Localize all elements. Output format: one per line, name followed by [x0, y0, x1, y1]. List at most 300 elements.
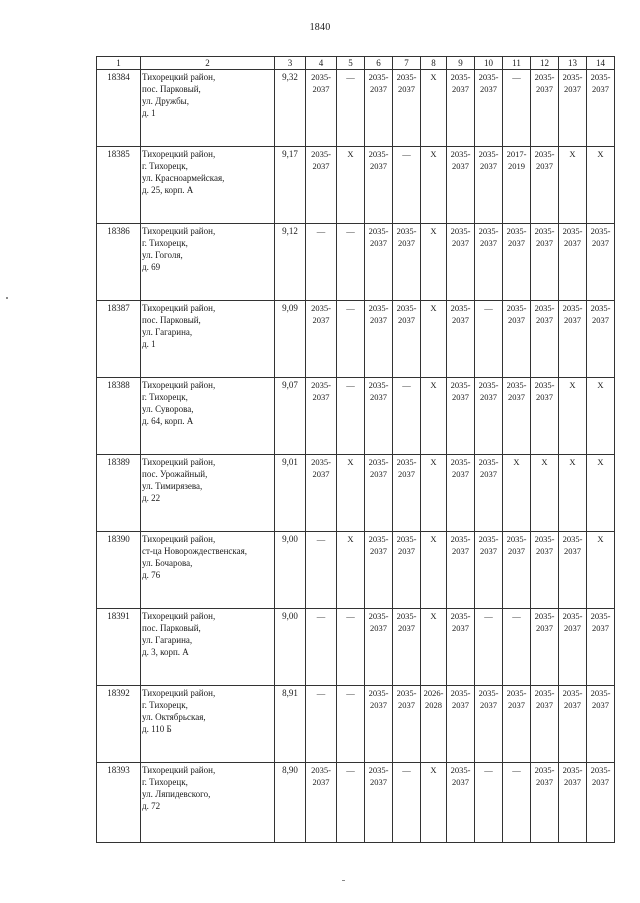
period-cell	[365, 378, 393, 455]
address-line: Тихорецкий район,	[142, 380, 216, 390]
value-cell: 9,00	[275, 609, 306, 686]
period-end: 2037	[592, 315, 609, 325]
period-cell	[447, 224, 475, 301]
period-cell	[447, 532, 475, 609]
period-start: 2035-	[396, 226, 417, 236]
row-number: 18392	[97, 686, 141, 763]
value-cell: 9,01	[275, 455, 306, 532]
period-start: 2035-	[478, 72, 499, 82]
period-end: 2037	[398, 238, 415, 248]
period-cell	[475, 686, 503, 763]
period-cell	[587, 301, 615, 378]
period-end: 2037	[452, 777, 469, 787]
period-start: 2035-	[590, 226, 611, 236]
period-end: 2037	[536, 238, 553, 248]
period-start: 2035-	[450, 149, 471, 159]
x-mark-cell: X	[421, 70, 447, 147]
address-line: Тихорецкий район,	[142, 534, 216, 544]
period-cell	[447, 455, 475, 532]
dash-cell: —	[306, 532, 337, 609]
period-start: 2035-	[450, 226, 471, 236]
address-cell	[141, 224, 275, 301]
x-mark-cell: X	[421, 378, 447, 455]
address-cell	[141, 609, 275, 686]
period-end: 2037	[452, 700, 469, 710]
period-end: 2037	[480, 161, 497, 171]
address-line: ул. Суворова,	[142, 404, 194, 414]
period-start: 2035-	[478, 688, 499, 698]
address-line: д. 25, корп. А	[142, 185, 194, 195]
period-start: 2035-	[396, 611, 417, 621]
address-line: Тихорецкий район,	[142, 457, 216, 467]
period-start: 2035-	[368, 688, 389, 698]
x-mark-cell: X	[587, 378, 615, 455]
row-number: 18387	[97, 301, 141, 378]
period-cell	[306, 70, 337, 147]
period-start: 2035-	[590, 688, 611, 698]
value-cell: 9,17	[275, 147, 306, 224]
period-end: 2037	[592, 777, 609, 787]
period-start: 2035-	[396, 72, 417, 82]
period-cell	[559, 763, 587, 843]
period-start: 2035-	[534, 688, 555, 698]
period-end: 2037	[592, 84, 609, 94]
period-start: 2035-	[478, 149, 499, 159]
period-end: 2037	[536, 546, 553, 556]
address-line: пос. Парковый,	[142, 315, 201, 325]
x-mark-cell: X	[587, 147, 615, 224]
period-end: 2028	[425, 700, 442, 710]
period-cell	[531, 609, 559, 686]
column-header-9: 9	[447, 57, 475, 70]
period-start: 2035-	[450, 380, 471, 390]
address-cell	[141, 301, 275, 378]
row-number: 18389	[97, 455, 141, 532]
table-row	[97, 532, 615, 609]
period-end: 2037	[452, 469, 469, 479]
x-mark-cell: X	[337, 455, 365, 532]
x-mark-cell: X	[421, 609, 447, 686]
period-start: 2017-	[506, 149, 527, 159]
period-cell	[531, 301, 559, 378]
x-mark-cell: X	[421, 301, 447, 378]
address-cell	[141, 532, 275, 609]
address-line: пос. Парковый,	[142, 84, 201, 94]
period-end: 2037	[370, 161, 387, 171]
period-end: 2037	[564, 238, 581, 248]
period-end: 2037	[452, 315, 469, 325]
period-start: 2035-	[311, 765, 331, 775]
period-cell	[365, 455, 393, 532]
period-start: 2035-	[534, 611, 555, 621]
period-start: 2035-	[396, 303, 417, 313]
period-start: 2035-	[450, 688, 471, 698]
period-start: 2035-	[396, 688, 417, 698]
period-start: 2035-	[450, 303, 471, 313]
period-end: 2037	[398, 623, 415, 633]
x-mark-cell: X	[587, 455, 615, 532]
period-start: 2035-	[368, 457, 389, 467]
period-cell	[421, 686, 447, 763]
period-start: 2035-	[368, 534, 389, 544]
period-end: 2037	[536, 315, 553, 325]
address-line: ул. Октябрьская,	[142, 712, 206, 722]
address-line: Тихорецкий район,	[142, 303, 216, 313]
period-end: 2037	[398, 315, 415, 325]
period-end: 2037	[452, 546, 469, 556]
period-cell	[365, 763, 393, 843]
table-row	[97, 70, 615, 147]
address-line: д. 69	[142, 262, 161, 272]
housing-register-table	[96, 56, 615, 843]
period-start: 2035-	[506, 534, 527, 544]
period-end: 2037	[312, 84, 330, 94]
period-end: 2037	[370, 777, 387, 787]
column-header-5: 5	[337, 57, 365, 70]
period-start: 2035-	[368, 380, 389, 390]
value-cell: 8,91	[275, 686, 306, 763]
period-cell	[475, 532, 503, 609]
x-mark-cell: X	[559, 455, 587, 532]
period-start: 2035-	[506, 226, 527, 236]
period-end: 2037	[536, 161, 553, 171]
dash-cell: —	[337, 686, 365, 763]
address-line: пос. Парковый,	[142, 623, 201, 633]
period-cell	[475, 70, 503, 147]
period-start: 2035-	[368, 765, 389, 775]
x-mark-cell: X	[559, 378, 587, 455]
dash-cell: —	[337, 70, 365, 147]
period-cell	[393, 301, 421, 378]
period-cell	[475, 147, 503, 224]
period-end: 2037	[452, 392, 469, 402]
period-end: 2019	[508, 161, 525, 171]
column-header-6: 6	[365, 57, 393, 70]
period-start: 2035-	[534, 380, 555, 390]
period-cell	[531, 224, 559, 301]
period-start: 2035-	[450, 765, 471, 775]
period-end: 2037	[370, 392, 387, 402]
period-start: 2035-	[562, 534, 583, 544]
period-cell	[393, 609, 421, 686]
period-cell	[447, 763, 475, 843]
period-end: 2037	[564, 777, 581, 787]
address-line: д. 110 Б	[142, 724, 172, 734]
period-cell	[503, 301, 531, 378]
address-cell	[141, 70, 275, 147]
address-line: д. 64, корп. А	[142, 416, 194, 426]
period-start: 2035-	[534, 303, 555, 313]
period-cell	[475, 224, 503, 301]
period-cell	[531, 686, 559, 763]
period-start: 2035-	[396, 534, 417, 544]
period-end: 2037	[370, 546, 387, 556]
period-end: 2037	[564, 84, 581, 94]
header-row	[97, 57, 615, 70]
period-end: 2037	[480, 392, 497, 402]
column-header-1: 1	[97, 57, 141, 70]
period-start: 2035-	[450, 72, 471, 82]
row-number: 18391	[97, 609, 141, 686]
address-line: д. 22	[142, 493, 161, 503]
table-row	[97, 301, 615, 378]
period-cell	[447, 686, 475, 763]
period-cell	[531, 147, 559, 224]
period-end: 2037	[536, 84, 553, 94]
period-end: 2037	[398, 84, 415, 94]
row-number: 18390	[97, 532, 141, 609]
column-header-3: 3	[275, 57, 306, 70]
period-start: 2026-	[423, 688, 444, 698]
dash-cell: —	[475, 609, 503, 686]
address-line: д. 3, корп. А	[142, 647, 189, 657]
period-cell	[393, 686, 421, 763]
address-line: г. Тихорецк,	[142, 700, 188, 710]
address-line: г. Тихорецк,	[142, 777, 188, 787]
period-end: 2037	[480, 84, 497, 94]
period-start: 2035-	[590, 303, 611, 313]
period-end: 2037	[592, 700, 609, 710]
period-start: 2035-	[534, 765, 555, 775]
period-cell	[587, 609, 615, 686]
value-cell: 9,00	[275, 532, 306, 609]
period-cell	[531, 378, 559, 455]
dash-cell: —	[337, 224, 365, 301]
period-cell	[447, 301, 475, 378]
dash-cell: —	[393, 147, 421, 224]
period-start: 2035-	[534, 72, 555, 82]
period-start: 2035-	[562, 765, 583, 775]
column-header-10: 10	[475, 57, 503, 70]
period-start: 2035-	[534, 226, 555, 236]
period-end: 2037	[312, 161, 330, 171]
address-line: Тихорецкий район,	[142, 688, 216, 698]
period-cell	[393, 70, 421, 147]
address-cell	[141, 686, 275, 763]
x-mark-cell: X	[421, 532, 447, 609]
period-start: 2035-	[590, 72, 611, 82]
period-end: 2037	[398, 469, 415, 479]
address-line: ул. Дружбы,	[142, 96, 189, 106]
period-start: 2035-	[478, 380, 499, 390]
period-end: 2037	[452, 623, 469, 633]
period-end: 2037	[592, 623, 609, 633]
period-cell	[559, 301, 587, 378]
period-cell	[393, 224, 421, 301]
dash-cell: —	[503, 609, 531, 686]
address-line: г. Тихорецк,	[142, 161, 188, 171]
dash-cell: —	[393, 378, 421, 455]
address-line: г. Тихорецк,	[142, 392, 188, 402]
address-line: ул. Гагарина,	[142, 327, 193, 337]
address-line: д. 76	[142, 570, 161, 580]
dash-cell: —	[475, 301, 503, 378]
period-start: 2035-	[450, 611, 471, 621]
period-cell	[587, 70, 615, 147]
period-end: 2037	[480, 546, 497, 556]
period-start: 2035-	[506, 303, 527, 313]
table-row	[97, 686, 615, 763]
period-end: 2037	[536, 700, 553, 710]
period-start: 2035-	[368, 72, 389, 82]
dash-cell: —	[306, 609, 337, 686]
address-line: ул. Тимирязева,	[142, 481, 203, 491]
value-cell: 9,12	[275, 224, 306, 301]
dash-cell: —	[475, 763, 503, 843]
period-start: 2035-	[478, 534, 499, 544]
period-cell	[503, 686, 531, 763]
period-cell	[531, 532, 559, 609]
period-cell	[365, 686, 393, 763]
table-row	[97, 455, 615, 532]
period-cell	[306, 301, 337, 378]
address-cell	[141, 378, 275, 455]
dash-cell: —	[306, 224, 337, 301]
scan-dot	[6, 297, 8, 299]
dash-cell: —	[306, 686, 337, 763]
period-cell	[559, 686, 587, 763]
period-end: 2037	[370, 315, 387, 325]
period-start: 2035-	[450, 457, 471, 467]
period-end: 2037	[312, 777, 330, 787]
period-cell	[447, 378, 475, 455]
period-end: 2037	[452, 238, 469, 248]
row-number: 18385	[97, 147, 141, 224]
address-cell	[141, 455, 275, 532]
value-cell: 9,32	[275, 70, 306, 147]
period-cell	[559, 532, 587, 609]
x-mark-cell: X	[421, 147, 447, 224]
dash-cell: —	[337, 378, 365, 455]
period-start: 2035-	[562, 688, 583, 698]
table-row	[97, 147, 615, 224]
x-mark-cell: X	[531, 455, 559, 532]
period-start: 2035-	[396, 457, 417, 467]
period-end: 2037	[370, 700, 387, 710]
address-line: ул. Гагарина,	[142, 635, 193, 645]
address-line: д. 1	[142, 339, 156, 349]
period-end: 2037	[508, 700, 525, 710]
period-start: 2035-	[368, 226, 389, 236]
table-body	[97, 70, 615, 843]
value-cell: 9,07	[275, 378, 306, 455]
table-row	[97, 609, 615, 686]
value-cell: 8,90	[275, 763, 306, 843]
dash-cell: —	[393, 763, 421, 843]
column-header-11: 11	[503, 57, 531, 70]
period-cell	[393, 455, 421, 532]
table-row	[97, 378, 615, 455]
address-line: д. 1	[142, 108, 156, 118]
dash-cell: —	[337, 609, 365, 686]
x-mark-cell: X	[587, 532, 615, 609]
address-line: Тихорецкий район,	[142, 611, 216, 621]
period-end: 2037	[564, 315, 581, 325]
x-mark-cell: X	[337, 532, 365, 609]
table-header	[97, 57, 615, 70]
x-mark-cell: X	[421, 455, 447, 532]
period-end: 2037	[564, 623, 581, 633]
column-header-7: 7	[393, 57, 421, 70]
period-end: 2037	[312, 315, 330, 325]
dash-cell: —	[337, 763, 365, 843]
period-start: 2035-	[450, 534, 471, 544]
period-cell	[503, 224, 531, 301]
period-end: 2037	[452, 84, 469, 94]
period-end: 2037	[480, 238, 497, 248]
period-start: 2035-	[311, 303, 331, 313]
period-cell	[503, 147, 531, 224]
period-start: 2035-	[311, 149, 331, 159]
period-cell	[447, 609, 475, 686]
row-number: 18393	[97, 763, 141, 843]
dash-cell: —	[503, 70, 531, 147]
period-start: 2035-	[534, 149, 555, 159]
scan-mark	[342, 880, 345, 881]
period-end: 2037	[508, 315, 525, 325]
address-line: г. Тихорецк,	[142, 238, 188, 248]
address-line: Тихорецкий район,	[142, 149, 216, 159]
period-start: 2035-	[562, 72, 583, 82]
row-number: 18388	[97, 378, 141, 455]
period-cell	[503, 532, 531, 609]
address-line: Тихорецкий район,	[142, 765, 216, 775]
x-mark-cell: X	[337, 147, 365, 224]
period-end: 2037	[536, 392, 553, 402]
period-start: 2035-	[368, 303, 389, 313]
period-start: 2035-	[590, 765, 611, 775]
x-mark-cell: X	[421, 763, 447, 843]
period-cell	[365, 301, 393, 378]
period-cell	[531, 70, 559, 147]
x-mark-cell: X	[503, 455, 531, 532]
period-end: 2037	[398, 700, 415, 710]
column-header-8: 8	[421, 57, 447, 70]
period-start: 2035-	[506, 688, 527, 698]
period-cell	[447, 147, 475, 224]
period-cell	[365, 147, 393, 224]
address-line: ул. Бочарова,	[142, 558, 193, 568]
period-start: 2035-	[311, 72, 331, 82]
period-cell	[559, 70, 587, 147]
address-line: Тихорецкий район,	[142, 226, 216, 236]
row-number: 18384	[97, 70, 141, 147]
period-start: 2035-	[590, 611, 611, 621]
page-number: 1840	[309, 22, 331, 33]
period-end: 2037	[564, 546, 581, 556]
period-cell	[503, 378, 531, 455]
period-cell	[587, 763, 615, 843]
dash-cell: —	[337, 301, 365, 378]
value-cell: 9,09	[275, 301, 306, 378]
period-end: 2037	[370, 84, 387, 94]
period-start: 2035-	[562, 226, 583, 236]
period-cell	[587, 224, 615, 301]
period-start: 2035-	[478, 226, 499, 236]
period-start: 2035-	[311, 457, 331, 467]
period-cell	[559, 609, 587, 686]
period-end: 2037	[592, 238, 609, 248]
period-cell	[306, 147, 337, 224]
table-row	[97, 224, 615, 301]
period-end: 2037	[564, 700, 581, 710]
period-cell	[365, 70, 393, 147]
column-header-4: 4	[306, 57, 337, 70]
period-end: 2037	[536, 623, 553, 633]
period-end: 2037	[536, 777, 553, 787]
address-line: ст-ца Новорождественская,	[142, 546, 248, 556]
address-line: д. 72	[142, 801, 161, 811]
